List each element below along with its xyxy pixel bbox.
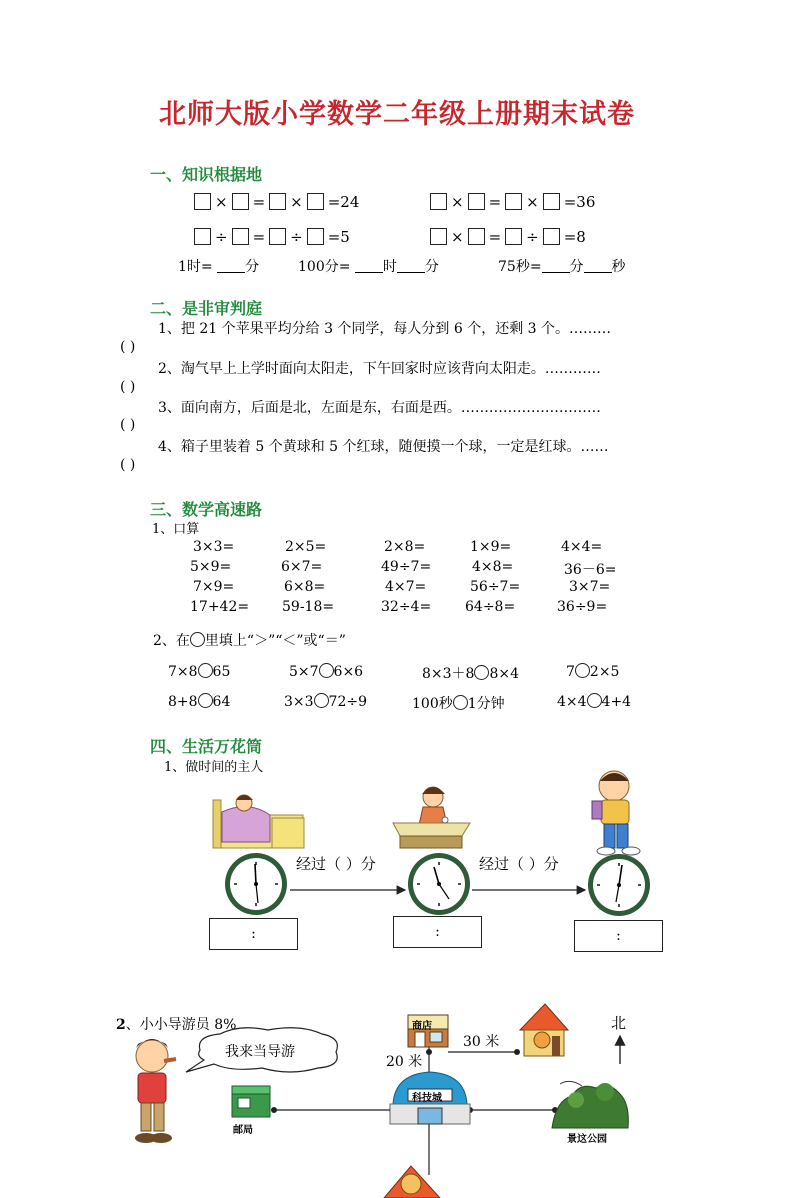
compare-item: 3×3 72÷9 [284, 694, 367, 710]
equation-3: ÷ = ÷ =5 [190, 228, 350, 246]
clock-icon [408, 853, 470, 915]
calc-item: 4×8= [472, 559, 514, 575]
equation-2: × = × =36 [426, 193, 595, 211]
distance-label: 20 米 [386, 1054, 423, 1070]
compare-item: 100秒 1分钟 [412, 696, 505, 712]
clock-icon [225, 853, 287, 915]
tour-guide-question: 2、小小导游员 8% [116, 1017, 237, 1033]
science-city-label: 科技城 [412, 1093, 442, 1104]
calc-item: 64÷8= [465, 599, 516, 615]
north-label: 北 [611, 1014, 627, 1032]
compare-item: 7×8 65 [168, 664, 231, 680]
elapsed-minutes-1[interactable]: 经过（ ）分 [296, 855, 376, 873]
compare-item: 7 2×5 [566, 664, 620, 680]
post-office-label: 邮局 [233, 1125, 253, 1136]
calc-item: 59-18= [282, 599, 335, 615]
equation-4: × = ÷ =8 [426, 228, 586, 246]
compare-item: 8×3＋8 8×4 [422, 666, 519, 682]
calc-item: 17+42= [190, 599, 250, 615]
calc-item: 5×9= [190, 559, 232, 575]
compare-item: 4×4 4+4 [557, 694, 632, 710]
section2-heading: 二、是非审判庭 [150, 299, 263, 318]
calc-item: 6×7= [281, 559, 323, 575]
calc-item: 1×9= [470, 539, 512, 555]
section1-heading: 一、知识根据地 [150, 165, 263, 184]
equation-1: × = × =24 [190, 193, 359, 211]
calc-item: 3×7= [569, 579, 611, 595]
calc-item: 7×9= [193, 579, 235, 595]
house-icon [520, 1004, 568, 1056]
tour-guide-boy-illustration [135, 1039, 176, 1143]
section4-heading: 四、生活万花筒 [150, 737, 263, 756]
page-title: 北师大版小学数学二年级上册期末试卷 [159, 99, 635, 130]
calc-item: 2×8= [384, 539, 426, 555]
calc-item: 49÷7= [381, 559, 432, 575]
calc-item: 32÷4= [381, 599, 432, 615]
park-icon [552, 1081, 628, 1128]
speech-bubble-text: 我来当导游 [225, 1044, 295, 1060]
compare-item: 5×7 6×6 [289, 664, 364, 680]
compare-instructions: 2、在 里填上“＞”“＜”或“＝” [153, 633, 346, 649]
conversion-2: 100分= 时 分 [298, 259, 439, 275]
calc-item: 56÷7= [470, 579, 521, 595]
shop-label: 商店 [412, 1021, 432, 1032]
time-answer-box[interactable]: : [393, 916, 482, 948]
judge-item-text: 4、箱子里装着 5 个黄球和 5 个红球，随便摸一个球，一定是红球。…… [158, 439, 609, 455]
judge-item-paren[interactable]: ( ) [120, 339, 136, 355]
house-icon [384, 1166, 440, 1198]
clock-icon [588, 854, 650, 916]
conversion-3: 75秒= 分 秒 [498, 259, 626, 275]
time-answer-box[interactable]: : [574, 920, 663, 952]
bed-illustration [213, 795, 304, 848]
post-office-icon [232, 1086, 270, 1117]
calc-item: 4×7= [385, 579, 427, 595]
judge-item-text: 1、把 21 个苹果平均分给 3 个同学，每人分到 6 个，还剩 3 个。……… [158, 321, 612, 337]
boy-walking-illustration [592, 771, 640, 855]
calc-item: 36－6= [564, 562, 617, 578]
calc-item: 2×5= [285, 539, 327, 555]
section3-heading: 三、数学高速路 [150, 500, 263, 519]
park-label: 景这公园 [567, 1134, 607, 1145]
calc-item: 3×3= [193, 539, 235, 555]
time-answer-box[interactable]: : [209, 918, 298, 950]
conversion-1: 1时= 分 [178, 259, 260, 275]
elapsed-minutes-2[interactable]: 经过（ ）分 [479, 855, 559, 873]
distance-label: 30 米 [463, 1034, 500, 1050]
judge-item-paren[interactable]: ( ) [120, 457, 136, 473]
judge-item-text: 2、淘气早上上学时面向太阳走，下午回家时应该背向太阳走。………… [158, 361, 601, 377]
judge-item-paren[interactable]: ( ) [120, 379, 136, 395]
calc-item: 6×8= [284, 579, 326, 595]
mental-math-label: 1、口算 [152, 522, 200, 537]
calc-item: 4×4= [561, 539, 603, 555]
judge-item-paren[interactable]: ( ) [120, 417, 136, 433]
judge-item-text: 3、面向南方，后面是北，左面是东，右面是西。………………………… [158, 400, 601, 416]
compare-item: 8+8 64 [168, 694, 231, 710]
calc-item: 36÷9= [557, 599, 608, 615]
time-master-label: 1、做时间的主人 [164, 760, 264, 775]
breakfast-illustration [393, 787, 470, 848]
